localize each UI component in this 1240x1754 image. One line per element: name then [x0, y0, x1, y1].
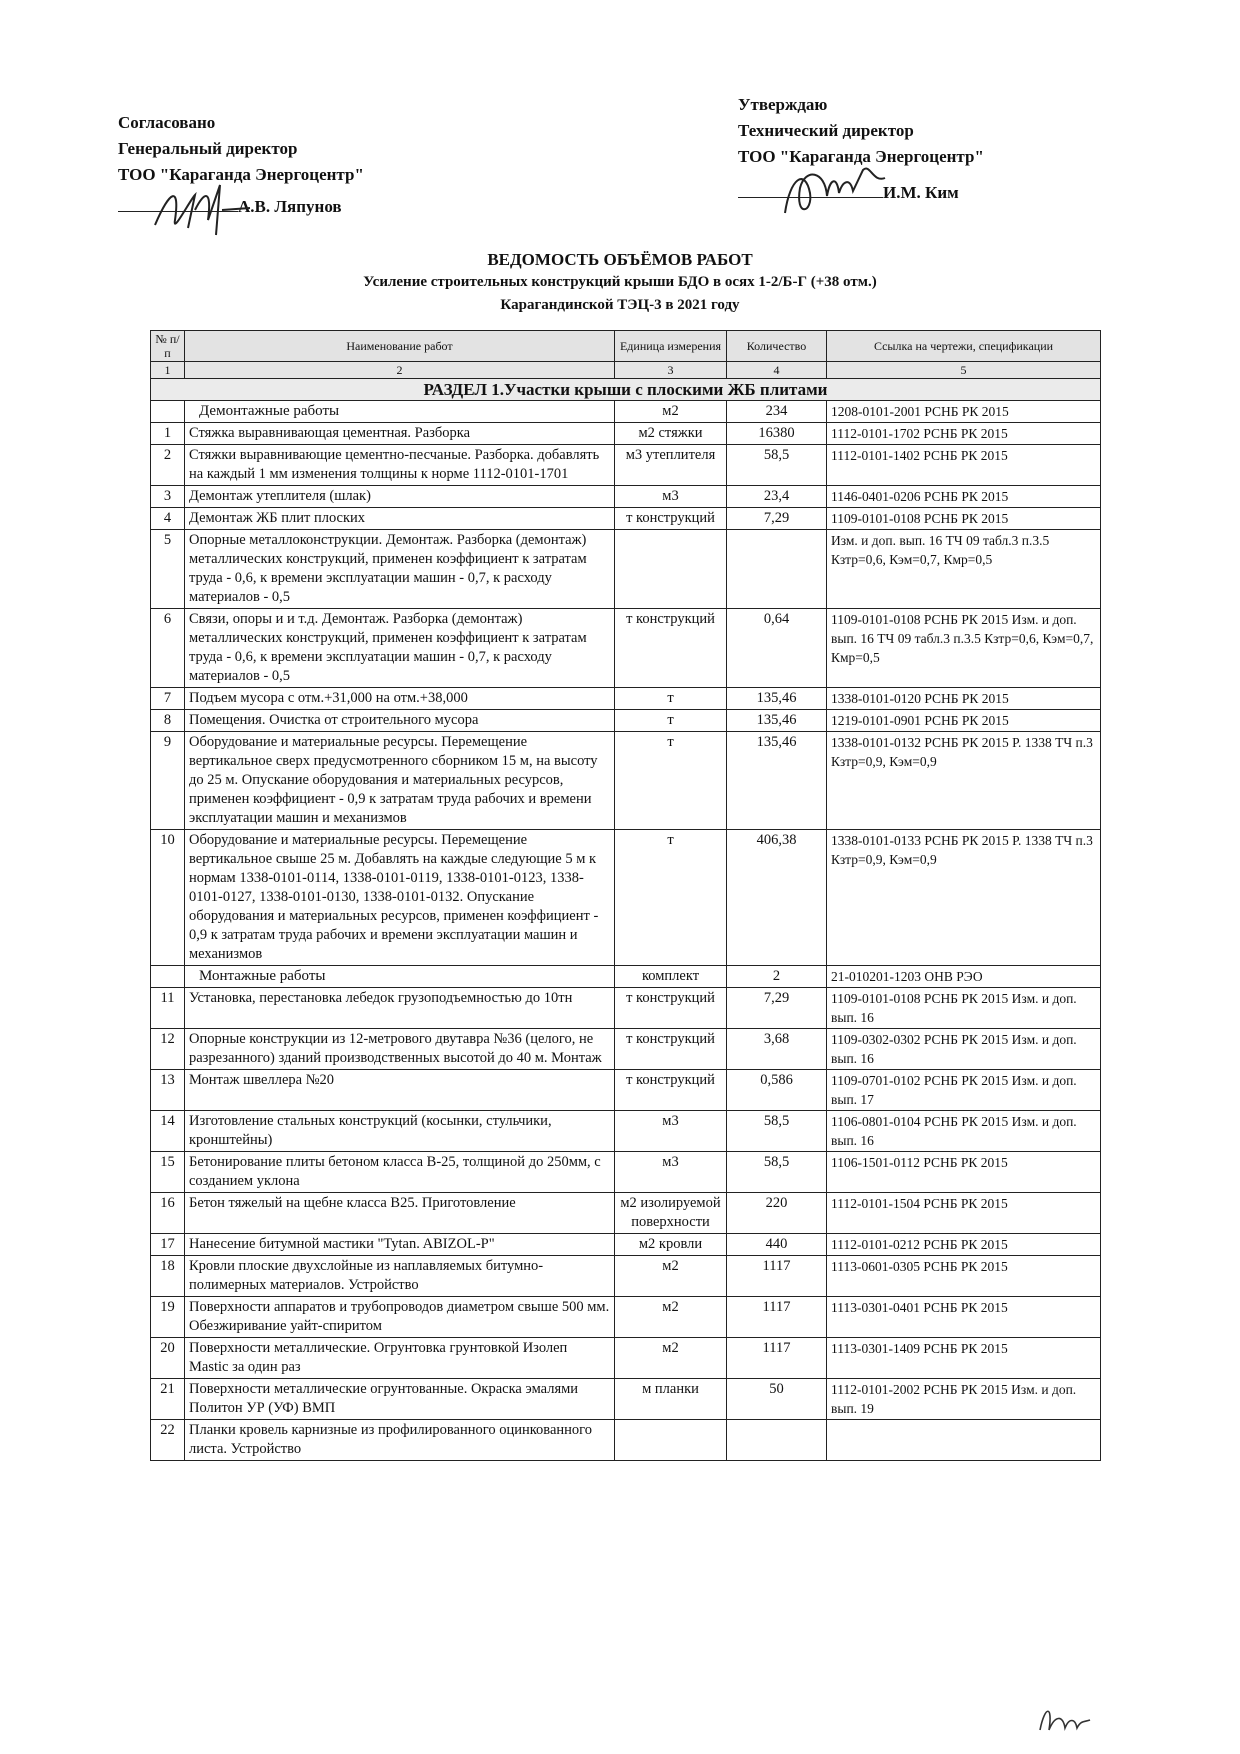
- row-name: Демонтаж ЖБ плит плоских: [185, 508, 615, 530]
- row-unit: м2 кровли: [615, 1234, 727, 1256]
- table-row: [151, 830, 1101, 966]
- row-unit: т конструкций: [615, 1029, 727, 1070]
- subsection-name: Монтажные работы: [185, 966, 615, 988]
- row-qty: 135,46: [727, 710, 827, 732]
- column-number-row: [151, 362, 1101, 379]
- table-row: [151, 732, 1101, 830]
- table-row: [151, 1379, 1101, 1420]
- row-qty: 1117: [727, 1297, 827, 1338]
- table-row: [151, 445, 1101, 486]
- row-unit: т: [615, 732, 727, 830]
- row-qty: 7,29: [727, 508, 827, 530]
- row-qty: 2: [727, 966, 827, 988]
- row-qty: 3,68: [727, 1029, 827, 1070]
- row-unit: т конструкций: [615, 1070, 727, 1111]
- row-name: Демонтаж утеплителя (шлак): [185, 486, 615, 508]
- row-unit: т: [615, 710, 727, 732]
- document-title: ВЕДОМОСТЬ ОБЪЁМОВ РАБОТ: [487, 250, 753, 269]
- row-unit: м3 утеплителя: [615, 445, 727, 486]
- row-number: 6: [151, 609, 185, 688]
- approval-left-line1: Согласовано: [118, 113, 216, 132]
- row-unit: т конструкций: [615, 609, 727, 688]
- row-qty: 135,46: [727, 688, 827, 710]
- row-unit: т: [615, 688, 727, 710]
- row-unit: м2: [615, 1297, 727, 1338]
- row-qty: [727, 530, 827, 609]
- row-ref: 1146-0401-0206 РСНБ РК 2015: [827, 486, 1101, 508]
- header-name: Наименование работ: [185, 331, 615, 362]
- row-ref: 1109-0302-0302 РСНБ РК 2015 Изм. и доп. вып. 16: [827, 1029, 1101, 1070]
- row-qty: 58,5: [727, 445, 827, 486]
- table-row: [151, 1297, 1101, 1338]
- row-number: 2: [151, 445, 185, 486]
- row-ref: 1109-0701-0102 РСНБ РК 2015 Изм. и доп. вып. 17: [827, 1070, 1101, 1111]
- row-qty: 1117: [727, 1256, 827, 1297]
- row-ref: 1112-0101-1702 РСНБ РК 2015: [827, 423, 1101, 445]
- row-ref: 21-010201-1203 ОНВ РЭО: [827, 966, 1101, 988]
- row-ref: 1106-0801-0104 РСНБ РК 2015 Изм. и доп. вып. 16: [827, 1111, 1101, 1152]
- section-row: [151, 379, 1101, 401]
- row-name: Оборудование и материальные ресурсы. Перемещение вертикальное сверх предусмотренного сборником 15 м, на высоту до 25 м. Опускание оборудования и материальных ресурсов, применен коэффициент - 0,9 к затратам труда рабочих и времени эксплуатации машин и механизмов: [185, 732, 615, 830]
- approval-left-signer: А.В. Ляпунов: [238, 197, 342, 216]
- row-name: Помещения. Очистка от строительного мусора: [185, 710, 615, 732]
- row-number: 5: [151, 530, 185, 609]
- row-ref: 1109-0101-0108 РСНБ РК 2015 Изм. и доп. вып. 16 ТЧ 09 табл.3 п.3.5 Кзтр=0,6, Кэм=0,7, Кмр=0,5: [827, 609, 1101, 688]
- table-row: [151, 710, 1101, 732]
- table-row: [151, 486, 1101, 508]
- row-qty: 135,46: [727, 732, 827, 830]
- table-row: [151, 688, 1101, 710]
- row-ref: 1112-0101-0212 РСНБ РК 2015: [827, 1234, 1101, 1256]
- row-unit: м3: [615, 1152, 727, 1193]
- row-unit: комплект: [615, 966, 727, 988]
- row-number: 7: [151, 688, 185, 710]
- table-row: [151, 1111, 1101, 1152]
- row-number: 11: [151, 988, 185, 1029]
- table-row: [151, 1193, 1101, 1234]
- row-qty: 0,64: [727, 609, 827, 688]
- approval-right-line2: Технический директор: [738, 121, 914, 140]
- table-row: [151, 1420, 1101, 1461]
- row-ref: 1109-0101-0108 РСНБ РК 2015 Изм. и доп. вып. 16: [827, 988, 1101, 1029]
- row-name: Опорные конструкции из 12-метрового двутавра №36 (целого, не разрезанного) зданий производственных высотой до 40 м. Монтаж: [185, 1029, 615, 1070]
- row-ref: [827, 1420, 1101, 1461]
- row-name: Установка, перестановка лебедок грузоподъемностью до 10тн: [185, 988, 615, 1029]
- table-row: [151, 1070, 1101, 1111]
- row-name: Оборудование и материальные ресурсы. Перемещение вертикальное свыше 25 м. Добавлять на каждые следующие 5 м к нормам 1338-0101-0114, 1338-0101-0119, 1338-0101-0123, 1338-0101-0127, 1338-0101-0130, 1338-0101-0132. Опускание оборудования и материальных ресурсов, применен коэффициент - 0,9 к затратам труда рабочих и времени эксплуатации машин и механизмов: [185, 830, 615, 966]
- row-ref: 1112-0101-2002 РСНБ РК 2015 Изм. и доп. вып. 19: [827, 1379, 1101, 1420]
- approval-right-line1: Утверждаю: [738, 95, 828, 114]
- approval-left-line3: ТОО "Караганда Энергоцентр": [118, 165, 364, 184]
- row-ref: 1112-0101-1402 РСНБ РК 2015: [827, 445, 1101, 486]
- row-name: Поверхности металлические огрунтованные. Окраска эмалями Политон УР (УФ) ВМП: [185, 1379, 615, 1420]
- initials-mark: [1035, 1700, 1095, 1740]
- row-name: Бетонирование плиты бетоном класса В-25, толщиной до 250мм, с созданием уклона: [185, 1152, 615, 1193]
- row-name: Подъем мусора с отм.+31,000 на отм.+38,000: [185, 688, 615, 710]
- table-row: [151, 423, 1101, 445]
- col-number: 3: [615, 362, 727, 379]
- row-name: Опорные металлоконструкции. Демонтаж. Разборка (демонтаж) металлических конструкций, применен коэффициент к затратам труда - 0,6, к времени эксплуатации машин - 0,7, к расходу материалов - 0,5: [185, 530, 615, 609]
- row-ref: 1113-0301-1409 РСНБ РК 2015: [827, 1338, 1101, 1379]
- row-qty: 1117: [727, 1338, 827, 1379]
- row-ref: 1338-0101-0132 РСНБ РК 2015 Р. 1338 ТЧ п.3 Кзтр=0,9, Кэм=0,9: [827, 732, 1101, 830]
- row-number: 10: [151, 830, 185, 966]
- table-header-row: [151, 331, 1101, 362]
- row-qty: 58,5: [727, 1152, 827, 1193]
- row-name: Стяжки выравнивающие цементно-песчаные. Разборка. добавлять на каждый 1 мм изменения толщины к норме 1112-0101-1701: [185, 445, 615, 486]
- signature-right: [775, 158, 895, 228]
- row-number: 20: [151, 1338, 185, 1379]
- row-unit: т конструкций: [615, 508, 727, 530]
- col-number: 2: [185, 362, 615, 379]
- header-unit: Единица измерения: [615, 331, 727, 362]
- row-number: 14: [151, 1111, 185, 1152]
- col-number: 1: [151, 362, 185, 379]
- row-unit: м3: [615, 1111, 727, 1152]
- row-name: Монтаж швеллера №20: [185, 1070, 615, 1111]
- row-number: 3: [151, 486, 185, 508]
- table-row: [151, 530, 1101, 609]
- col-number: 5: [827, 362, 1101, 379]
- table-row: [151, 1152, 1101, 1193]
- row-number: 1: [151, 423, 185, 445]
- table-row: [151, 1256, 1101, 1297]
- row-name: Изготовление стальных конструкций (косынки, стульчики, кронштейны): [185, 1111, 615, 1152]
- subsection-row: [151, 966, 1101, 988]
- header-num: № п/п: [151, 331, 185, 362]
- row-number: 17: [151, 1234, 185, 1256]
- row-unit: т: [615, 830, 727, 966]
- row-qty: 0,586: [727, 1070, 827, 1111]
- approval-right-line3: ТОО "Караганда Энергоцентр": [738, 147, 984, 166]
- row-unit: [615, 1420, 727, 1461]
- row-unit: т конструкций: [615, 988, 727, 1029]
- row-qty: 220: [727, 1193, 827, 1234]
- row-ref: 1219-0101-0901 РСНБ РК 2015: [827, 710, 1101, 732]
- row-qty: 16380: [727, 423, 827, 445]
- row-name: Кровли плоские двухслойные из наплавляемых битумно-полимерных материалов. Устройство: [185, 1256, 615, 1297]
- row-name: Планки кровель карнизные из профилированного оцинкованного листа. Устройство: [185, 1420, 615, 1461]
- row-number: 16: [151, 1193, 185, 1234]
- row-unit: м2: [615, 401, 727, 423]
- row-qty: 58,5: [727, 1111, 827, 1152]
- row-unit: м2 изолируемой поверхности: [615, 1193, 727, 1234]
- table-row: [151, 1029, 1101, 1070]
- row-unit: м планки: [615, 1379, 727, 1420]
- table-row: [151, 1234, 1101, 1256]
- row-number: 19: [151, 1297, 185, 1338]
- row-unit: м2 стяжки: [615, 423, 727, 445]
- row-qty: 406,38: [727, 830, 827, 966]
- row-qty: 50: [727, 1379, 827, 1420]
- row-qty: [727, 1420, 827, 1461]
- works-table: [150, 330, 1101, 1461]
- row-name: Связи, опоры и и т.д. Демонтаж. Разборка (демонтаж) металлических конструкций, применен коэффициент к затратам труда - 0,6, к времени эксплуатации машин - 0,7, к расходу материалов - 0,5: [185, 609, 615, 688]
- row-unit: м3: [615, 486, 727, 508]
- row-number: 21: [151, 1379, 185, 1420]
- row-number: 22: [151, 1420, 185, 1461]
- row-ref: 1338-0101-0120 РСНБ РК 2015: [827, 688, 1101, 710]
- header-qty: Количество: [727, 331, 827, 362]
- row-number: 15: [151, 1152, 185, 1193]
- row-ref: 1208-0101-2001 РСНБ РК 2015: [827, 401, 1101, 423]
- section-title: РАЗДЕЛ 1.Участки крыши с плоскими ЖБ плитами: [151, 379, 1101, 401]
- row-unit: м2: [615, 1256, 727, 1297]
- row-ref: 1106-1501-0112 РСНБ РК 2015: [827, 1152, 1101, 1193]
- row-number: 13: [151, 1070, 185, 1111]
- table-row: [151, 988, 1101, 1029]
- row-ref: 1113-0601-0305 РСНБ РК 2015: [827, 1256, 1101, 1297]
- row-unit: [615, 530, 727, 609]
- approval-left-line2: Генеральный директор: [118, 139, 298, 158]
- row-number: 12: [151, 1029, 185, 1070]
- table-row: [151, 609, 1101, 688]
- row-number: 18: [151, 1256, 185, 1297]
- row-name: Поверхности металлические. Огрунтовка грунтовкой Изолеп Mastic за один раз: [185, 1338, 615, 1379]
- subsection-row: [151, 401, 1101, 423]
- row-qty: 234: [727, 401, 827, 423]
- row-number: 9: [151, 732, 185, 830]
- row-number: 4: [151, 508, 185, 530]
- row-number: 8: [151, 710, 185, 732]
- table-row: [151, 508, 1101, 530]
- row-qty: 23,4: [727, 486, 827, 508]
- document-subtitle-1: Усиление строительных конструкций крыши БДО в осях 1-2/Б-Г (+38 отм.): [363, 274, 877, 290]
- table-row: [151, 1338, 1101, 1379]
- row-ref: 1113-0301-0401 РСНБ РК 2015: [827, 1297, 1101, 1338]
- signature-left: [150, 180, 260, 240]
- row-name: Стяжка выравнивающая цементная. Разборка: [185, 423, 615, 445]
- header-ref: Ссылка на чертежи, спецификации: [827, 331, 1101, 362]
- subsection-name: Демонтажные работы: [185, 401, 615, 423]
- approval-right-signer: И.М. Ким: [883, 183, 959, 202]
- row-ref: Изм. и доп. вып. 16 ТЧ 09 табл.3 п.3.5 Кзтр=0,6, Кэм=0,7, Кмр=0,5: [827, 530, 1101, 609]
- col-number: 4: [727, 362, 827, 379]
- row-qty: 7,29: [727, 988, 827, 1029]
- document-subtitle-2: Карагандинской ТЭЦ-3 в 2021 году: [500, 297, 740, 313]
- row-ref: 1112-0101-1504 РСНБ РК 2015: [827, 1193, 1101, 1234]
- row-ref: 1338-0101-0133 РСНБ РК 2015 Р. 1338 ТЧ п.3 Кзтр=0,9, Кэм=0,9: [827, 830, 1101, 966]
- row-qty: 440: [727, 1234, 827, 1256]
- row-name: Бетон тяжелый на щебне класса В25. Приготовление: [185, 1193, 615, 1234]
- row-name: Поверхности аппаратов и трубопроводов диаметром свыше 500 мм. Обезжиривание уайт-спиритом: [185, 1297, 615, 1338]
- row-unit: м2: [615, 1338, 727, 1379]
- row-name: Нанесение битумной мастики "Tytan. ABIZOL-P": [185, 1234, 615, 1256]
- row-ref: 1109-0101-0108 РСНБ РК 2015: [827, 508, 1101, 530]
